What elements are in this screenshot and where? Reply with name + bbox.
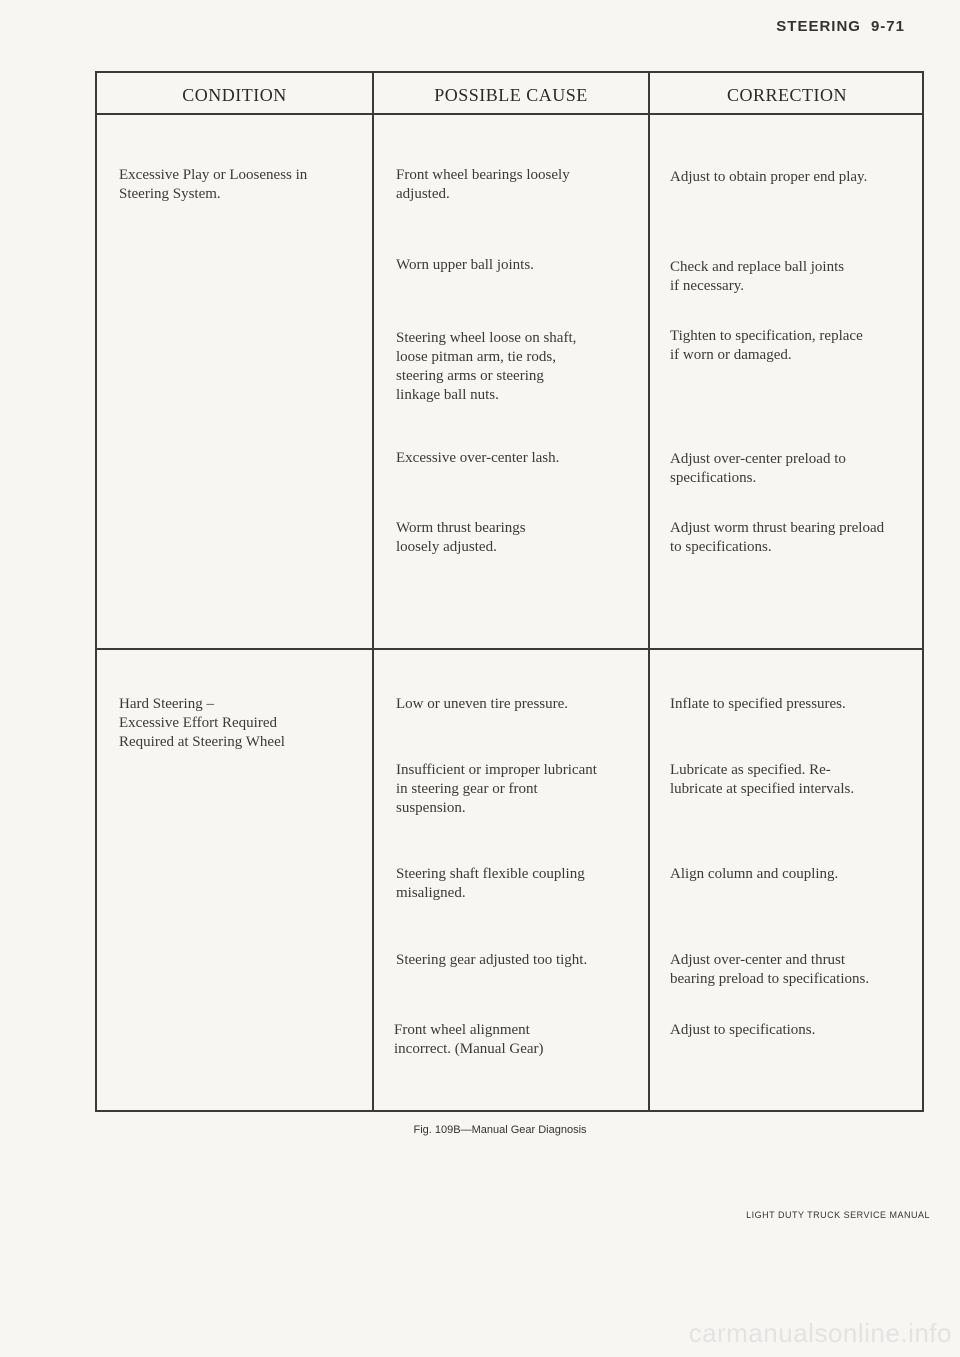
- diagnosis-table: [95, 71, 924, 1112]
- condition-cell: Excessive Play or Looseness in Steering System.: [119, 167, 308, 202]
- condition-cell: Hard Steering – Excessive Effort Required Required at Steering Wheel: [119, 696, 285, 750]
- cause-cell: Low or uneven tire pressure.: [396, 696, 569, 712]
- cause-cell: Steering gear adjusted too tight.: [396, 952, 588, 968]
- group-divider: [97, 648, 922, 650]
- cause-cell: Steering shaft flexible coupling misaligned.: [396, 866, 585, 901]
- page-number: 9-71: [870, 18, 905, 35]
- correction-cell: Adjust over-center preload to specifications.: [670, 451, 846, 486]
- figure-caption: Fig. 109B—Manual Gear Diagnosis: [413, 1124, 587, 1136]
- correction-cell: Lubricate as specified. Re- lubricate at specified intervals.: [670, 762, 855, 797]
- cause-cell: Worn upper ball joints.: [396, 257, 534, 273]
- correction-cell: Adjust to specifications.: [670, 1022, 816, 1038]
- cause-cell: Worm thrust bearings loosely adjusted.: [396, 520, 526, 555]
- cause-cell: Excessive over-center lash.: [396, 450, 560, 466]
- correction-cell: Tighten to specification, replace if worn or damaged.: [670, 328, 863, 363]
- correction-cell: Inflate to specified pressures.: [670, 696, 846, 712]
- column-divider: [372, 73, 374, 1110]
- cause-cell: Front wheel alignment incorrect. (Manual Gear): [394, 1022, 544, 1057]
- column-header-correction: CORRECTION: [726, 85, 847, 105]
- cause-cell: Insufficient or improper lubricant in steering gear or front suspension.: [396, 762, 597, 816]
- page-header: [776, 18, 905, 35]
- correction-cell: Adjust over-center and thrust bearing preload to specifications.: [670, 952, 870, 987]
- correction-cell: Check and replace ball joints if necessary.: [670, 259, 845, 294]
- column-header-possible-cause: POSSIBLE CAUSE: [434, 85, 588, 105]
- column-divider: [648, 73, 650, 1110]
- cause-cell: Steering wheel loose on shaft, loose pitman arm, tie rods, steering arms or steering linkage ball nuts.: [396, 330, 577, 403]
- section-title: STEERING: [776, 18, 861, 35]
- manual-title-footer: LIGHT DUTY TRUCK SERVICE MANUAL: [746, 1210, 930, 1220]
- correction-cell: Align column and coupling.: [670, 866, 839, 882]
- site-watermark: carmanualsonline.info: [688, 1318, 952, 1348]
- cause-cell: Front wheel bearings loosely adjusted.: [396, 167, 570, 202]
- column-header-condition: CONDITION: [182, 85, 287, 105]
- correction-cell: Adjust worm thrust bearing preload to specifications.: [670, 520, 885, 555]
- correction-cell: Adjust to obtain proper end play.: [670, 169, 868, 185]
